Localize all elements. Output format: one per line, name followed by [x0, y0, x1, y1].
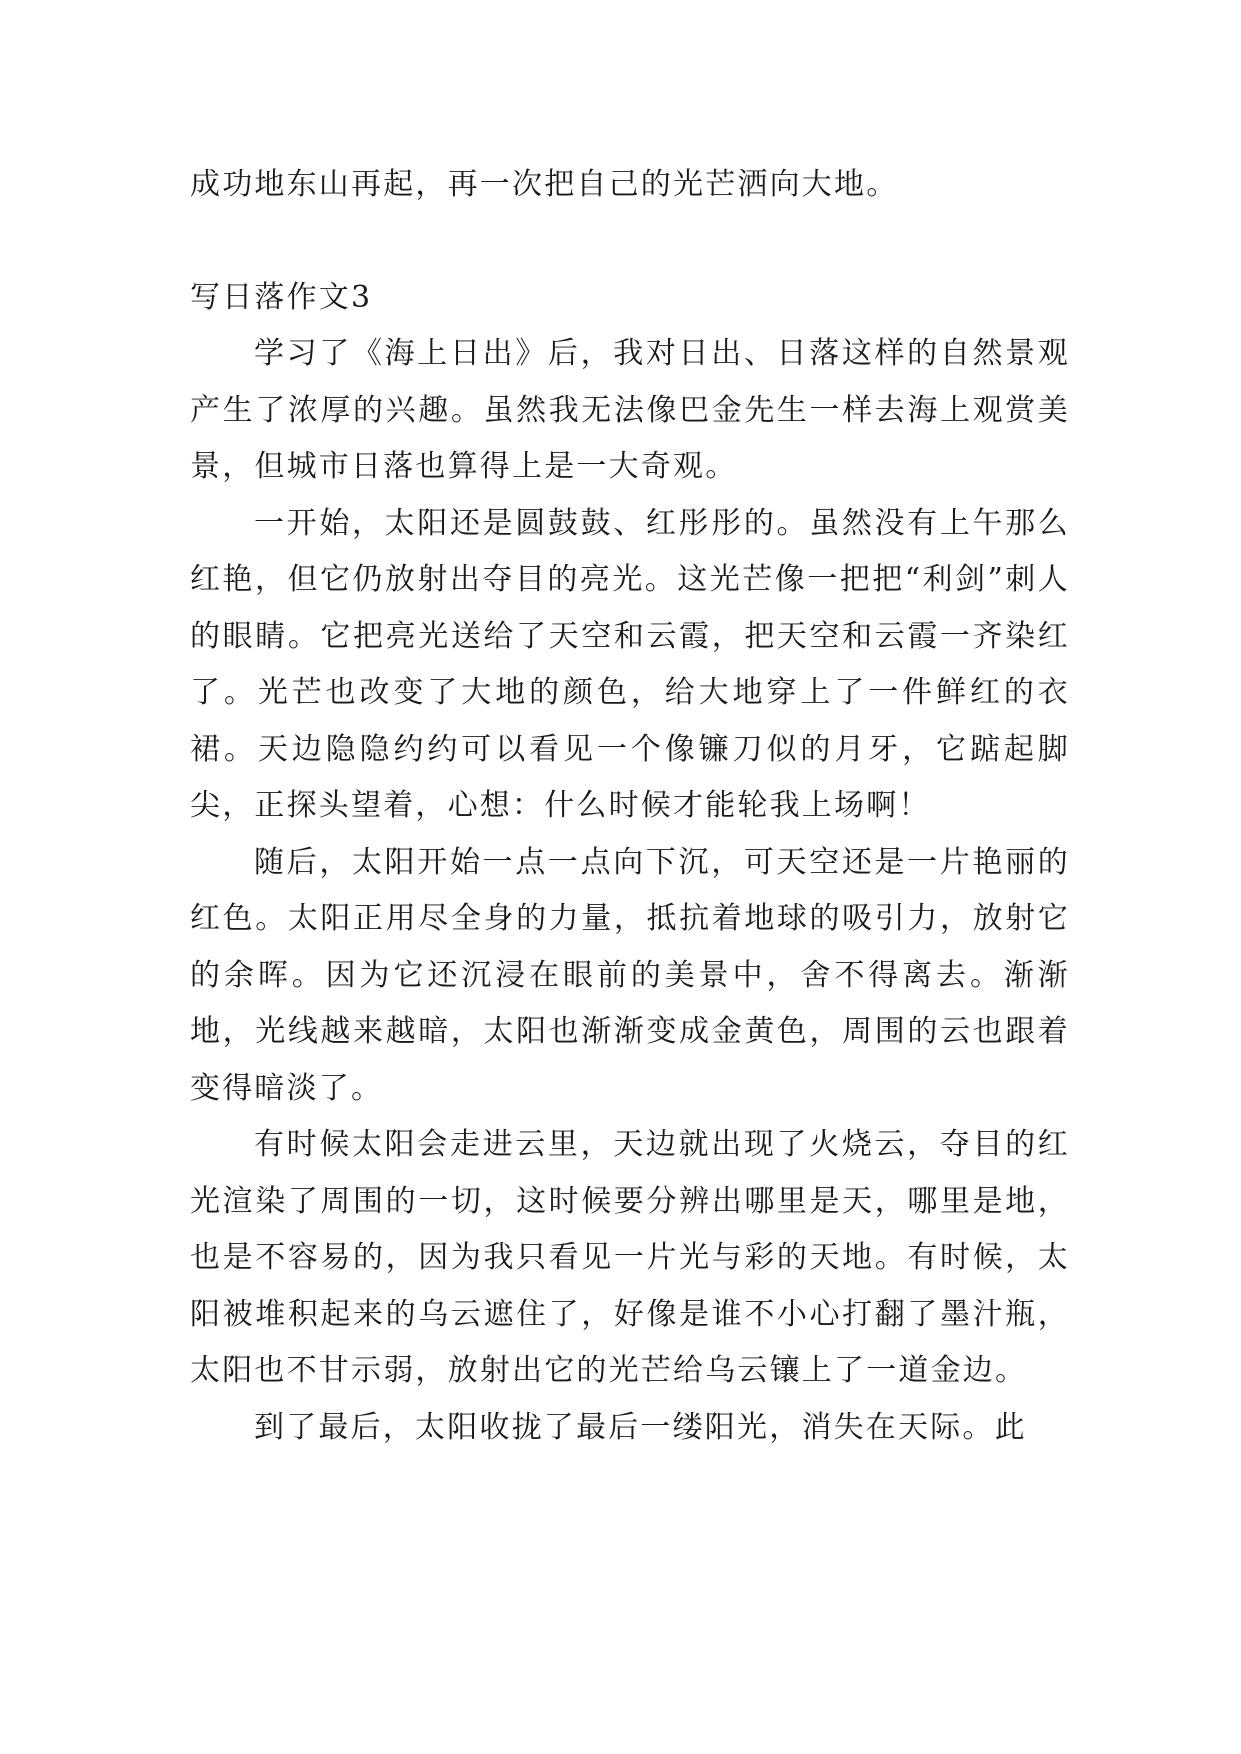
- document-body: [190, 157, 1070, 1456]
- body-paragraph: 有时候太阳会走进云里，天边就出现了火烧云，夺目的红光渲染了周围的一切，这时候要分辨出哪里是天，哪里是地，也是不容易的，因为我只看见一片光与彩的天地。有时候，太阳被堆积起来的乌云遮住了，好像是谁不小心打翻了墨汁瓶，太阳也不甘示弱，放射出它的光芒给乌云镶上了一道金边。: [190, 1127, 1070, 1388]
- continuation-paragraph: 成功地东山再起，再一次把自己的光芒洒向大地。: [190, 167, 899, 202]
- essay-heading: 写日落作文3: [190, 279, 373, 315]
- body-paragraph: 随后，太阳开始一点一点向下沉，可天空还是一片艳丽的红色。太阳正用尽全身的力量，抵抗着地球的吸引力，放射它的余晖。因为它还沉浸在眼前的美景中，舍不得离去。渐渐地，光线越来越暗，太阳也渐渐变成金黄色，周围的云也跟着变得暗淡了。: [190, 844, 1070, 1106]
- body-paragraph: 到了最后，太阳收拢了最后一缕阳光，消失在天际。此: [254, 1409, 1027, 1445]
- body-paragraph: 学习了《海上日出》后，我对日出、日落这样的自然景观产生了浓厚的兴趣。虽然我无法像巴金先生一样去海上观赏美景，但城市日落也算得上是一大奇观。: [190, 336, 1070, 484]
- body-paragraph: 一开始，太阳还是圆鼓鼓、红彤彤的。虽然没有上午那么红艳，但它仍放射出夺目的亮光。这光芒像一把把“利剑”刺人的眼睛。它把亮光送给了天空和云霞，把天空和云霞一齐染红了。光芒也改变了大地的颜色，给大地穿上了一件鲜红的衣裙。天边隐隐约约可以看见一个像镰刀似的月牙，它踮起脚尖，正探头望着，心想：什么时候才能轮我上场啊！: [190, 505, 1070, 823]
